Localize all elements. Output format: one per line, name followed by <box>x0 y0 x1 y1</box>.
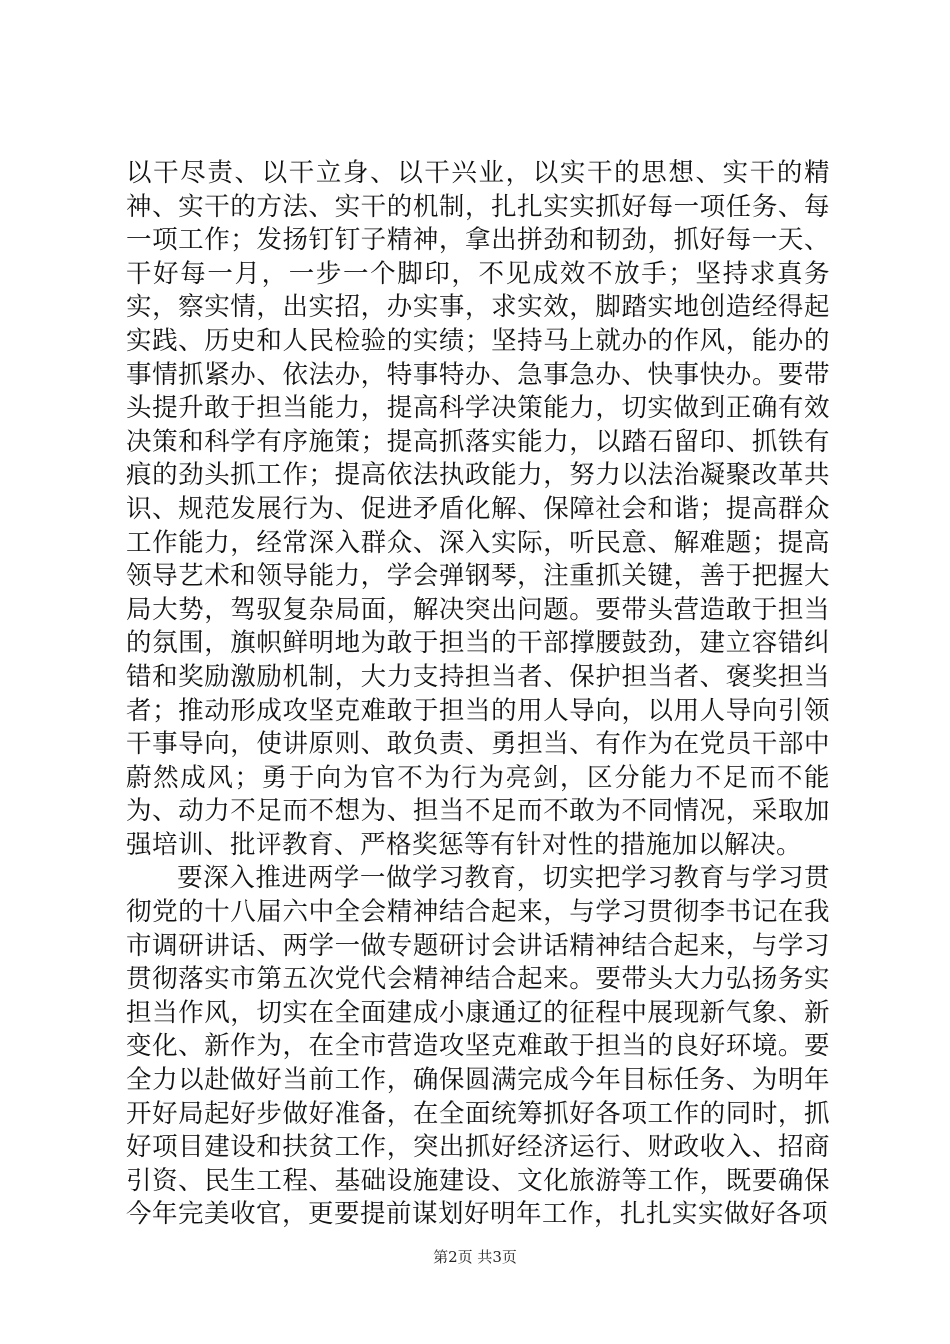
paragraph-2: 要深入推进两学一做学习教育，切实把学习教育与学习贯彻党的十八届六中全会精神结合起来，与学习贯彻李书记在我市调研讲话、两学一做专题研讨会讲话精神结合起来，与学习贯彻落实市第五次党代会精神结合起来。要带头大力弘扬务实担当作风，切实在全面建成小康通辽的征程中展现新气象、新变化、新作为，在全市营造攻坚克难敢于担当的良好环境。要全力以赴做好当前工作，确保圆满完成今年目标任务、为明年开好局起好步做好准备，在全面统筹抓好各项工作的同时，抓好项目建设和扶贫工作，突出抓好经济运行、财政收入、招商引资、民生工程、基础设施建设、文化旅游等工作，既要确保今年完美收官，更要提前谋划好明年工作，扎扎实实做好各项 <box>126 863 830 1230</box>
paragraph-1: 以干尽责、以干立身、以干兴业，以实干的思想、实干的精神、实干的方法、实干的机制，扎扎实实抓好每一项任务、每一项工作；发扬钉钉子精神，拿出拼劲和韧劲，抓好每一天、干好每一月，一步一个脚印，不见成效不放手；坚持求真务实，察实情，出实招，办实事，求实效，脚踏实地创造经得起实践、历史和人民检验的实绩；坚持马上就办的作风，能办的事情抓紧办、依法办，特事特办、急事急办、快事快办。要带头提升敢于担当能力，提高科学决策能力，切实做到正确有效决策和科学有序施策；提高抓落实能力，以踏石留印、抓铁有痕的劲头抓工作；提高依法执政能力，努力以法治凝聚改革共识、规范发展行为、促进矛盾化解、保障社会和谐；提高群众工作能力，经常深入群众、深入实际，听民意、解难题；提高领导艺术和领导能力，学会弹钢琴，注重抓关键，善于把握大局大势，驾驭复杂局面，解决突出问题。要带头营造敢于担当的氛围，旗帜鲜明地为敢于担当的干部撑腰鼓劲，建立容错纠错和奖励激励机制，大力支持担当者、保护担当者、褒奖担当者；推动形成攻坚克难敢于担当的用人导向，以用人导向引领干事导向，使讲原则、敢负责、勇担当、有作为在党员干部中蔚然成风；勇于向为官不为行为亮剑，区分能力不足而不能为、动力不足而不想为、担当不足而不敢为不同情况，采取加强培训、批评教育、严格奖惩等有针对性的措施加以解决。 <box>126 158 830 860</box>
document-body <box>126 157 830 1232</box>
page-footer: 第2页 共3页 <box>433 1248 517 1266</box>
